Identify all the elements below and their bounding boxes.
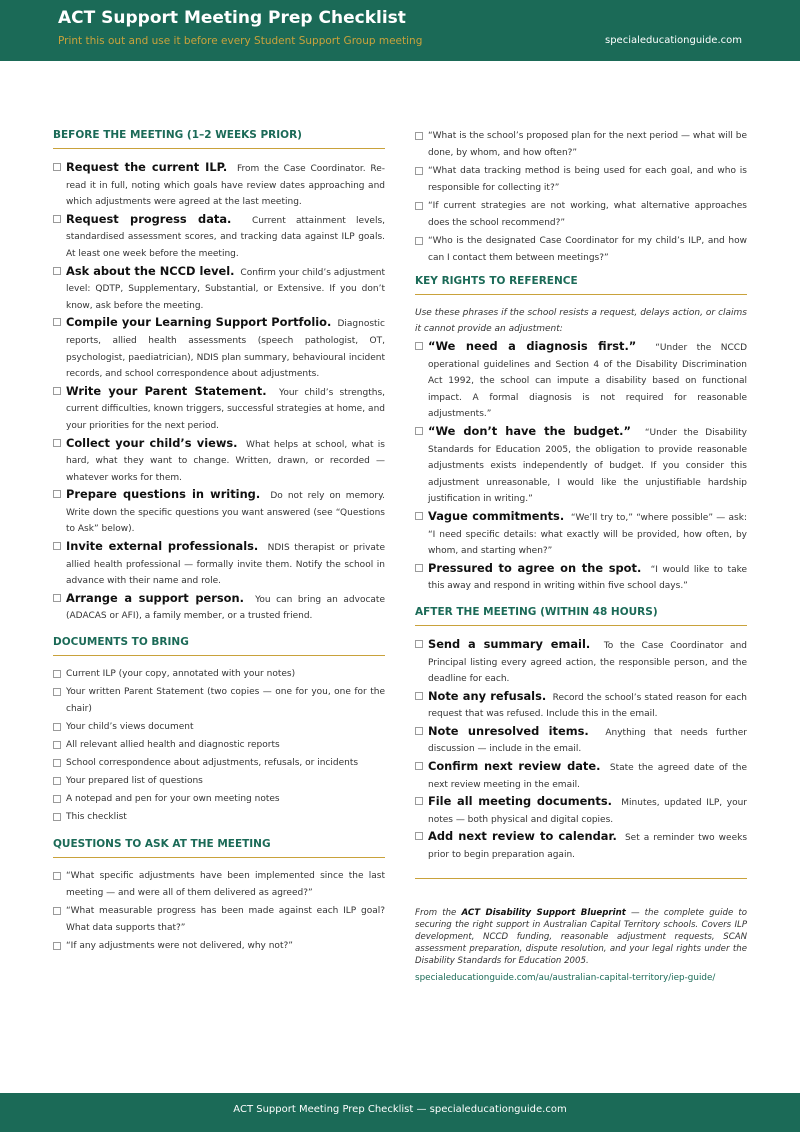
item-description: Your child’s strengths, current difficulties, known triggers, successful strategies at home, and your priorities for the next period. — [66, 387, 385, 431]
item-description: NDIS therapist or private allied health professional — formally invite them. Notify the school in advance with their name and role. — [66, 543, 386, 587]
checklist-item — [53, 737, 385, 754]
checklist-item — [415, 793, 747, 828]
item-title: Note any refusals. — [428, 688, 547, 703]
checkbox-icon[interactable] — [53, 907, 61, 915]
checklist-item — [415, 198, 747, 232]
checkbox-icon[interactable] — [53, 723, 61, 731]
item-text: Your prepared list of questions — [66, 776, 203, 787]
item-text: “If any adjustments were not delivered, why not?” — [66, 941, 293, 952]
item-description: Current attainment levels, standardised assessment scores, and tracking data against ILP goals. At least one week before the meeting. — [66, 215, 385, 259]
item-title: Request the current ILP. — [66, 160, 228, 174]
checkbox-icon[interactable] — [53, 542, 61, 550]
item-title: Vague commitments. — [428, 508, 565, 523]
checkbox-icon[interactable] — [53, 594, 61, 602]
checklist-item — [415, 338, 747, 423]
checkbox-icon[interactable] — [53, 387, 61, 395]
checklist-item — [415, 128, 747, 162]
checkbox-icon[interactable] — [415, 342, 423, 350]
item-text: “If current strategies are not working, what alternative approaches does the school recommend?” — [428, 201, 747, 228]
checklist-item — [53, 538, 385, 590]
before-meeting-list — [53, 159, 385, 625]
checklist-item — [415, 163, 747, 197]
page-header — [0, 0, 800, 61]
item-description: You can bring an advocate (ADACAS or AFI), a family member, or a trusted friend. — [66, 594, 386, 622]
checkbox-icon[interactable] — [415, 512, 423, 520]
item-text: “What specific adjustments have been implemented since the last meeting — and were all of them delivered as agreed?” — [66, 871, 385, 899]
checklist-item — [415, 560, 747, 595]
header-site-link[interactable]: specialeducationguide.com — [604, 35, 742, 46]
item-title: Invite external professionals. — [66, 539, 259, 554]
checkbox-icon[interactable] — [415, 167, 423, 175]
publication-from: From the — [415, 907, 457, 918]
item-title: Compile your Learning Support Portfolio. — [66, 315, 332, 330]
publication-note — [415, 878, 747, 983]
checkbox-icon[interactable] — [53, 759, 61, 767]
item-text: “What measurable progress has been made against each ILP goal? What data supports that?” — [66, 906, 385, 934]
checkbox-icon[interactable] — [415, 132, 423, 140]
item-description: Set a reminder two weeks prior to begin preparation again. — [428, 833, 748, 861]
checkbox-icon[interactable] — [415, 727, 423, 735]
checklist-item — [415, 508, 747, 560]
checkbox-icon[interactable] — [415, 237, 423, 245]
item-title: “We don’t have the budget.” — [428, 423, 631, 438]
item-text: “What is the school’s proposed plan for the next period — what will be done, by whom, and how often?” — [428, 131, 747, 158]
page-title: ACT Support Meeting Prep Checklist — [58, 8, 406, 28]
checklist-item — [415, 423, 747, 508]
item-description: Diagnostic reports, allied health assessments (speech pathologist, OT, psychologist, paediatrician), NDIS plan summary, behavioural incident records, and school correspondence about adjustments. — [66, 319, 385, 380]
item-title: Pressured to agree on the spot. — [428, 560, 642, 575]
section-heading-questions: QUESTIONS TO ASK AT THE MEETING — [53, 835, 385, 858]
checklist-item — [415, 758, 747, 793]
checklist-item — [53, 435, 385, 487]
checkbox-icon[interactable] — [415, 427, 423, 435]
checkbox-icon[interactable] — [53, 215, 61, 223]
checkbox-icon[interactable] — [53, 813, 61, 821]
checkbox-icon[interactable] — [53, 670, 61, 678]
checklist-item — [53, 211, 385, 263]
item-title: Confirm next review date. — [428, 759, 601, 774]
documents-list — [53, 666, 385, 826]
checkbox-icon[interactable] — [53, 318, 61, 326]
checklist-item — [415, 233, 747, 267]
item-description: What helps at school, what is hard, what they want to change. Written, drawn, or recorded — whatever works for them. — [66, 439, 385, 483]
item-text: “Who is the designated Case Coordinator for my child’s ILP, and how can I contact them between meetings?” — [428, 236, 747, 263]
checkbox-icon[interactable] — [53, 490, 61, 498]
rights-intro: Use these phrases if the school resists a request, delays action, or claims it cannot provide an adjustment: — [415, 308, 747, 334]
item-description: To the Case Coordinator and Principal listing every agreed action, the responsible person, and the deadline for each. — [428, 640, 747, 685]
item-description: State the agreed date of the next review meeting in the email. — [428, 763, 748, 790]
checkbox-icon[interactable] — [415, 797, 423, 805]
item-text: School correspondence about adjustments, refusals, or incidents — [66, 758, 359, 769]
item-title: Send a summary email. — [428, 636, 591, 651]
item-title: Arrange a support person. — [66, 590, 244, 605]
item-text: This checklist — [66, 812, 127, 823]
item-description: “We’ll try to,” “where possible” — ask: “I need specific details: what exactly will be provided, how often, by whom, and starting when?” — [428, 512, 747, 557]
right-column — [415, 128, 747, 983]
checklist-item — [53, 809, 385, 826]
checklist-item — [53, 755, 385, 772]
item-text: All relevant allied health and diagnostic reports — [66, 740, 280, 751]
publication-text — [415, 907, 747, 967]
checkbox-icon[interactable] — [415, 762, 423, 770]
checklist-item — [53, 314, 385, 382]
checklist-item — [415, 828, 747, 863]
checkbox-icon[interactable] — [53, 872, 61, 880]
item-description: Confirm your child’s adjustment level: QDTP, Supplementary, Substantial, or Extensive. If you don’t know, ask before the meeting. — [66, 267, 385, 311]
checkbox-icon[interactable] — [53, 163, 61, 171]
item-description: “Under the NCCD operational guidelines and Section 4 of the Disability Discrimination Act 1992, the school can impute a disability based on functional impact. A formal diagnosis is not required for reasonable adjustments.” — [428, 343, 747, 420]
section-heading-before: BEFORE THE MEETING (1–2 WEEKS PRIOR) — [53, 126, 385, 149]
checklist-item — [53, 159, 385, 211]
item-title: Write your Parent Statement. — [66, 383, 267, 398]
checklist-item — [53, 486, 385, 538]
item-title: Collect your child’s views. — [66, 435, 238, 450]
checkbox-icon[interactable] — [53, 942, 61, 950]
checkbox-icon[interactable] — [53, 439, 61, 447]
section-heading-rights: KEY RIGHTS TO REFERENCE — [415, 272, 747, 295]
checklist-item — [53, 383, 385, 435]
item-text: A notepad and pen for your own meeting notes — [66, 794, 280, 805]
item-description: Anything that needs further discussion — include in the email. — [428, 727, 747, 755]
rights-list — [415, 338, 747, 595]
checkbox-icon[interactable] — [415, 640, 423, 648]
item-text: Your written Parent Statement (two copies — one for you, one for the chair) — [66, 687, 385, 715]
checkbox-icon[interactable] — [415, 692, 423, 700]
questions-list — [53, 868, 385, 955]
left-column — [53, 126, 385, 956]
page-subtitle: Print this out and use it before every Student Support Group meeting — [58, 35, 423, 47]
checklist-item — [53, 263, 385, 315]
item-title: Note unresolved items. — [428, 723, 589, 738]
item-title: “We need a diagnosis first.” — [428, 339, 637, 353]
checklist-item — [415, 688, 747, 723]
section-heading-after: AFTER THE MEETING (WITHIN 48 HOURS) — [415, 603, 747, 626]
checklist-item — [53, 590, 385, 625]
checkbox-icon[interactable] — [53, 795, 61, 803]
item-title: Ask about the NCCD level. — [66, 263, 235, 278]
checklist-item — [53, 684, 385, 718]
publication-name: ACT Disability Support Blueprint — [461, 907, 626, 918]
checklist-item — [53, 868, 385, 902]
checkbox-icon[interactable] — [53, 741, 61, 749]
checklist-item — [53, 773, 385, 790]
section-heading-documents: DOCUMENTS TO BRING — [53, 633, 385, 656]
item-title: Prepare questions in writing. — [66, 487, 261, 502]
item-description: From the Case Coordinator. Re-read it in full, noting which goals have review dates approaching and which adjustments were agreed at the last meeting. — [66, 164, 386, 208]
checklist-item — [53, 903, 385, 937]
item-description: “Under the Disability Standards for Education 2005, the obligation to provide reasonable adjustments exists independently of budget. If you consider this adjustment unreasonable, I would like the unjustifiable hardship justification in writing.” — [428, 427, 748, 505]
checkbox-icon[interactable] — [415, 832, 423, 840]
checklist-item — [53, 791, 385, 808]
questions-list-continued — [415, 128, 747, 267]
item-description: Minutes, updated ILP, your notes — both physical and digital copies. — [428, 798, 747, 825]
checkbox-icon[interactable] — [415, 202, 423, 210]
checkbox-icon[interactable] — [415, 564, 423, 572]
item-title: File all meeting documents. — [428, 794, 612, 809]
checklist-item — [415, 723, 747, 758]
item-text: “What data tracking method is being used for each goal, and who is responsible for collecting it?” — [428, 166, 747, 193]
checklist-item — [53, 666, 385, 683]
item-description: “I would like to take this away and respond in writing within five school days.” — [428, 564, 748, 592]
item-text: Current ILP (your copy, annotated with your notes) — [66, 669, 296, 680]
item-title: Request progress data. — [66, 211, 232, 226]
item-description: Record the school’s stated reason for each request that was refused. Include this in the email. — [428, 692, 747, 720]
page-footer — [0, 1093, 800, 1132]
item-title: Add next review to calendar. — [428, 829, 617, 844]
after-meeting-list — [415, 636, 747, 864]
item-text: Your child’s views document — [66, 722, 194, 733]
checkbox-icon[interactable] — [53, 777, 61, 785]
checkbox-icon[interactable] — [53, 267, 61, 275]
checklist-item — [53, 719, 385, 736]
checklist-item — [53, 938, 385, 955]
publication-url-link[interactable]: specialeducationguide.com/au/australian-capital-territory/iep-guide/ — [415, 972, 716, 983]
publication-description: — the complete guide to securing the right support in Australian Capital Territory schools. Covers ILP development, NCCD funding, reasonable adjustment requests, SCAN assessment preparation, dispute resolution, and your legal rights under the Disability Standards for Education 2005. — [415, 907, 747, 966]
footer-text: ACT Support Meeting Prep Checklist — specialeducationguide.com — [233, 1104, 567, 1115]
item-description: Do not rely on memory. Write down the specific questions you want answered (see “Questions to Ask” below). — [66, 491, 385, 535]
checklist-item — [415, 636, 747, 688]
checkbox-icon[interactable] — [53, 688, 61, 696]
